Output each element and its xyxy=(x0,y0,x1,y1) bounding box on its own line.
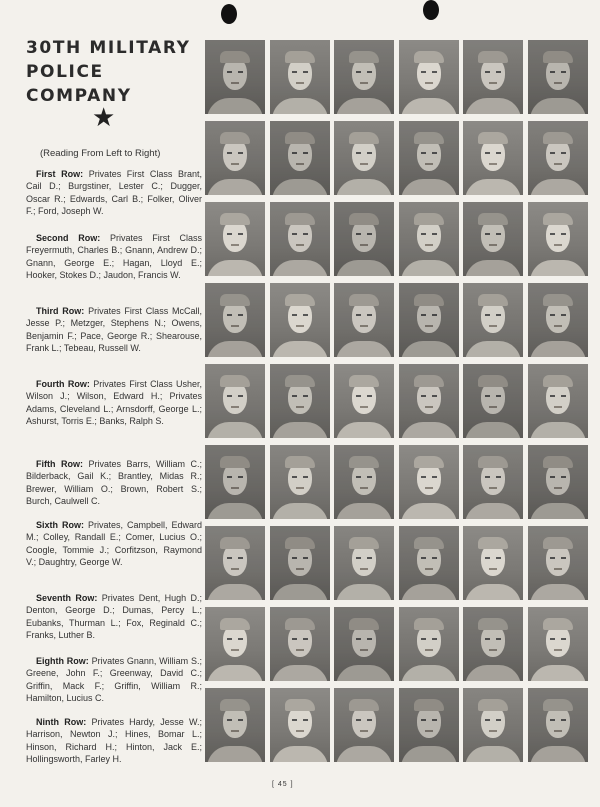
portrait-photo xyxy=(528,688,588,762)
portrait-photo xyxy=(399,283,459,357)
reading-note: (Reading From Left to Right) xyxy=(40,148,161,159)
portrait-photo xyxy=(463,526,523,600)
portrait-photo xyxy=(270,445,330,519)
portrait-photo xyxy=(334,202,394,276)
portrait-photo xyxy=(205,526,265,600)
portrait-photo xyxy=(528,445,588,519)
portrait-photo xyxy=(463,40,523,114)
portrait-photo xyxy=(463,121,523,195)
portrait-photo xyxy=(270,40,330,114)
row-caption-label: Eighth Row: xyxy=(36,656,89,666)
portrait-photo xyxy=(528,364,588,438)
portrait-photo xyxy=(334,526,394,600)
portrait-photo xyxy=(334,364,394,438)
title-line-1: 30TH MILITARY xyxy=(26,38,191,58)
portrait-photo xyxy=(270,526,330,600)
row-caption xyxy=(26,378,202,428)
row-caption-names: Privates First Class Brant, Cail D.; Burgstiner, Lester C.; Dugger, Oscar R.; Edwards, Carl B.; Folker, Oliver F.; Ford, Joseph W. xyxy=(26,169,202,217)
portrait-photo xyxy=(270,121,330,195)
row-caption xyxy=(26,716,202,766)
portrait-photo xyxy=(205,607,265,681)
punch-hole-right xyxy=(423,0,439,20)
row-caption xyxy=(26,305,202,355)
portrait-photo xyxy=(205,283,265,357)
portrait-photo xyxy=(528,202,588,276)
title-line-2: POLICE COMPANY xyxy=(26,62,132,106)
row-caption-label: Second Row: xyxy=(36,233,101,243)
row-caption-label: Sixth Row: xyxy=(36,520,84,530)
portrait-photo xyxy=(205,688,265,762)
row-caption-label: First Row: xyxy=(36,169,84,179)
portrait-photo xyxy=(334,283,394,357)
portrait-photo xyxy=(205,364,265,438)
row-caption-label: Seventh Row: xyxy=(36,593,98,603)
portrait-photo xyxy=(528,121,588,195)
portrait-photo xyxy=(528,607,588,681)
row-caption-names: Privates Gnann, William S.; Greene, John F.; Greenway, David C.; Griffin, Mack F.; Griffin, William R.; Hamilton, Lucius C. xyxy=(26,656,202,704)
row-caption-names: Privates Dent, Hugh D.; Denton, George D.; Dumas, Percy L.; Eubanks, Thurman L.; Fox, Reginald C.; Franks, Luther B. xyxy=(26,593,202,641)
row-caption-names: Privates Hardy, Jesse W.; Harrison, Newton J.; Hines, Bomar L.; Hinson, Richard H.; Hinton, Jack E.; Hollingsworth, Farley H. xyxy=(26,717,202,765)
row-caption xyxy=(26,168,202,218)
portrait-photo xyxy=(399,688,459,762)
portrait-photo xyxy=(463,445,523,519)
row-caption xyxy=(26,458,202,508)
portrait-photo xyxy=(334,40,394,114)
portrait-photo xyxy=(463,364,523,438)
row-caption-names: Privates First Class Freyermuth, Charles B.; Gnann, Andrew D.; Gnann, George E.; Hagan, Lloyd E.; Hooker, Stokes D.; Jaudon, Francis W. xyxy=(26,233,202,281)
row-caption-label: Third Row: xyxy=(36,306,85,316)
portrait-photo xyxy=(270,283,330,357)
row-caption-names: Privates First Class Usher, Wilson J.; Wilson, Edward H.; Privates Adams, Cleveland L.; Arnsdorff, George L.; Ashurst, Torris E.; Banks, Ralph S. xyxy=(26,379,202,427)
portrait-photo xyxy=(463,283,523,357)
portrait-photo xyxy=(399,607,459,681)
row-caption xyxy=(26,655,202,705)
portrait-photo xyxy=(528,40,588,114)
portrait-photo xyxy=(270,202,330,276)
portrait-photo xyxy=(399,121,459,195)
portrait-photo xyxy=(205,40,265,114)
row-caption-names: Privates First Class McCall, Jesse P.; Metzger, Stephens N.; Owens, Benjamin F.; Pace, George R.; Shearouse, Frank L.; Tebeau, Russell W. xyxy=(26,306,202,354)
portrait-photo xyxy=(528,283,588,357)
portrait-photo xyxy=(463,202,523,276)
row-caption-label: Fifth Row: xyxy=(36,459,83,469)
portrait-photo xyxy=(270,688,330,762)
portrait-photo xyxy=(399,526,459,600)
portrait-photo xyxy=(463,688,523,762)
page-number: [ 45 ] xyxy=(272,781,294,788)
portrait-photo xyxy=(334,121,394,195)
portrait-photo xyxy=(334,688,394,762)
portrait-photo xyxy=(463,607,523,681)
punch-hole-left xyxy=(221,4,237,24)
row-caption-label: Fourth Row: xyxy=(36,379,90,389)
portrait-photo xyxy=(270,607,330,681)
row-caption xyxy=(26,232,202,282)
portrait-photo xyxy=(205,202,265,276)
portrait-photo xyxy=(205,445,265,519)
portrait-photo xyxy=(399,202,459,276)
row-caption xyxy=(26,519,202,569)
star-icon: ★ xyxy=(92,102,116,132)
portrait-photo xyxy=(399,40,459,114)
portrait-photo xyxy=(334,445,394,519)
portrait-photo xyxy=(399,445,459,519)
row-caption-names: Privates Barrs, William C.; Bilderback, Gail K.; Brantley, Midas R.; Brewer, William O.; Brown, Robert S.; Burch, Caulwell C. xyxy=(26,459,202,507)
portrait-photo xyxy=(270,364,330,438)
photo-grid xyxy=(205,40,593,770)
portrait-photo xyxy=(399,364,459,438)
row-caption-label: Ninth Row: xyxy=(36,717,87,727)
portrait-photo xyxy=(334,607,394,681)
portrait-photo xyxy=(205,121,265,195)
row-caption-names: Privates, Campbell, Edward M.; Colley, Randall E.; Comer, Lucius O.; Coogle, Tommie J.; Corfitzson, Raymond V.; Daughtry, George W. xyxy=(26,520,202,568)
row-caption xyxy=(26,592,202,642)
portrait-photo xyxy=(528,526,588,600)
page-title xyxy=(26,36,206,108)
